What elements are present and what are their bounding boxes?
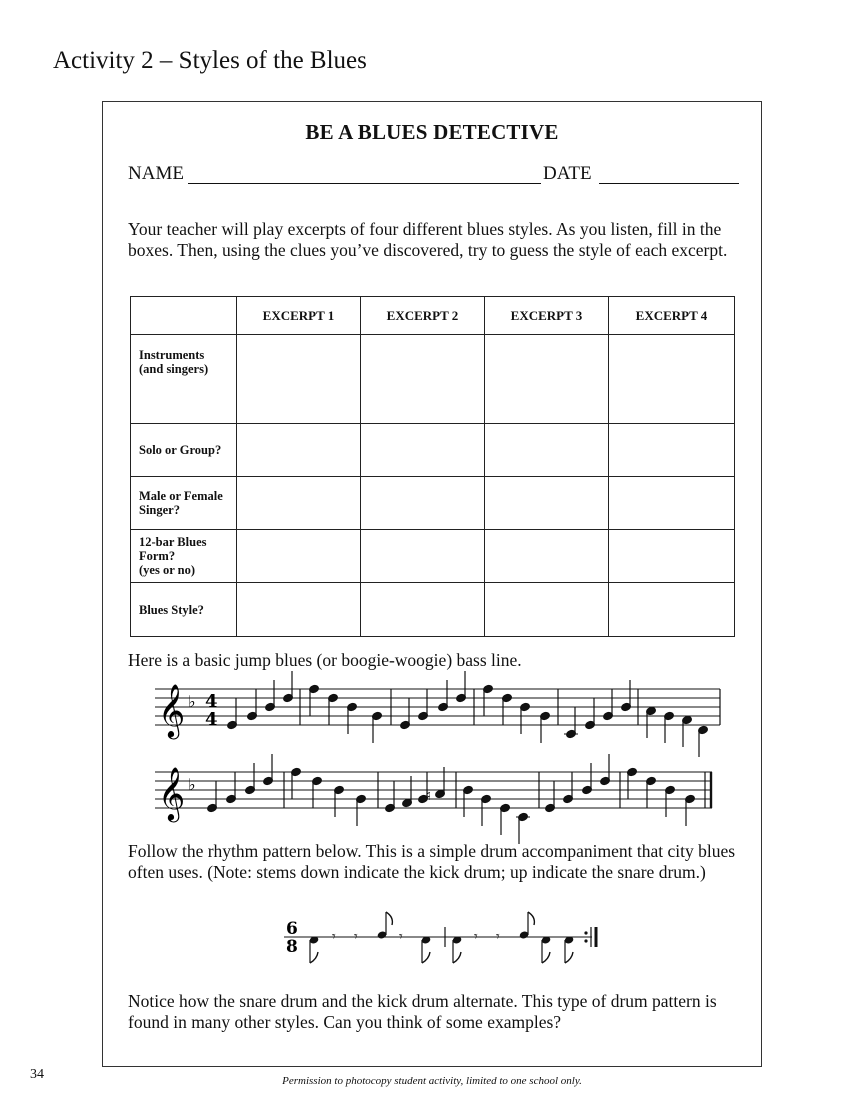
drum-intro: Follow the rhythm pattern below. This is a simple drum accompaniment that city blues often uses. (Note: stems down indicate the kick drum; up indicate the snare drum.) — [128, 841, 736, 882]
row-label-line: Blues Style? — [139, 602, 204, 617]
eighth-rest-icon: 𝄾 — [399, 929, 403, 945]
row-label-line: Form? — [139, 549, 176, 563]
flat-sign-icon: ♭ — [188, 692, 196, 711]
eighth-rest-icon: 𝄾 — [496, 929, 500, 945]
header-excerpt-3: EXCERPT 3 — [485, 297, 609, 335]
row-label-line: (and singers) — [139, 362, 209, 376]
bass-line-staff-1 — [155, 671, 720, 757]
repeat-dot — [584, 939, 587, 942]
note-flag — [386, 912, 392, 925]
row-label-line: Instruments — [139, 348, 205, 362]
name-label: NAME — [128, 163, 184, 184]
bass-line-intro: Here is a basic jump blues (or boogie-woogie) bass line. — [128, 650, 522, 670]
row-label-line: Solo or Group? — [139, 443, 222, 457]
time-signature-bottom: 4 — [205, 709, 218, 730]
treble-clef-icon: 𝄞 — [158, 766, 186, 820]
time-signature-bottom: 8 — [286, 937, 298, 957]
repeat-dot — [584, 931, 587, 934]
worksheet-title: BE A BLUES DETECTIVE — [305, 120, 559, 144]
footnote: Permission to photocopy student activity, limited to one school only. — [282, 1075, 582, 1087]
header-excerpt-2: EXCERPT 2 — [361, 297, 485, 335]
time-signature-top: 6 — [286, 919, 298, 939]
treble-clef-icon: 𝄞 — [158, 683, 186, 737]
natural-sign-icon: ♮ — [426, 788, 432, 804]
bass-line-staff-2 — [155, 754, 712, 844]
eighth-rest-icon: 𝄾 — [354, 929, 358, 945]
eighth-rest-icon: 𝄾 — [332, 929, 336, 945]
time-signature-top: 4 — [205, 691, 218, 712]
row-label-line: Singer? — [139, 503, 180, 517]
note-flag — [453, 952, 461, 963]
intro-paragraph: Your teacher will play excerpts of four different blues styles. As you listen, fill in the boxes. Then, using the clues you’ve discovered, try to guess the style of each excerpt. — [128, 219, 728, 260]
note-flag — [422, 952, 430, 963]
eighth-rest-icon: 𝄾 — [474, 929, 478, 945]
note-flag — [542, 952, 550, 963]
row-label-line: 12-bar Blues — [139, 535, 207, 549]
row-label-line: (yes or no) — [139, 563, 196, 577]
drum-pattern-staff — [284, 912, 596, 963]
flat-sign-icon: ♭ — [188, 775, 196, 794]
row-label-line: Male or Female — [139, 489, 223, 503]
header-excerpt-1: EXCERPT 1 — [237, 297, 361, 335]
note-flag — [310, 952, 318, 963]
note-flag — [528, 912, 534, 925]
note-flag — [565, 952, 573, 963]
header-excerpt-4: EXCERPT 4 — [609, 297, 735, 335]
date-label: DATE — [543, 163, 592, 184]
closing-paragraph: Notice how the snare drum and the kick drum alternate. This type of drum pattern is found in many other styles. Can you think of some examples? — [128, 991, 717, 1032]
page-number: 34 — [30, 1067, 44, 1082]
activity-title: Activity 2 – Styles of the Blues — [53, 47, 367, 74]
